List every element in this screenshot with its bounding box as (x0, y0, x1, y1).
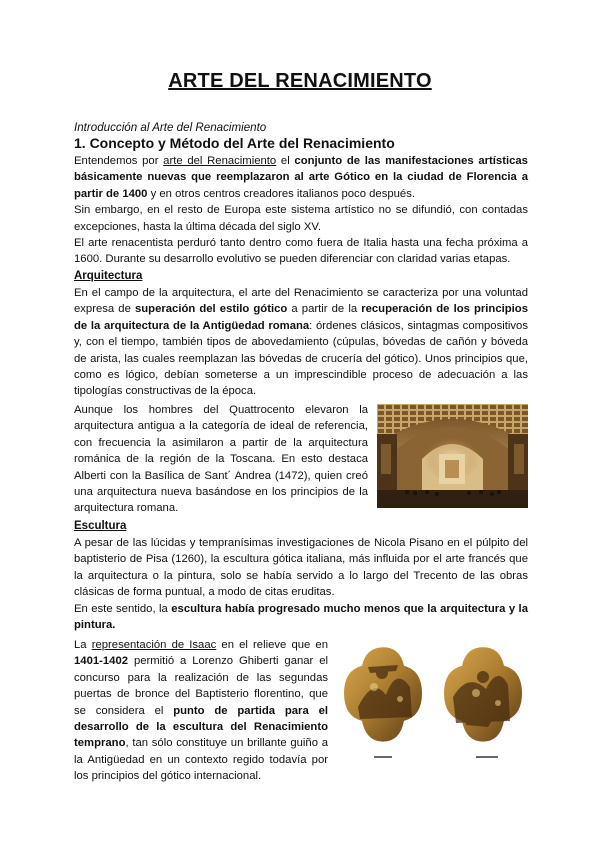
intro-subtitle: Introducción al Arte del Renacimiento (74, 121, 267, 134)
isaac-paragraph: La representación de Isaac en el relieve que en 1401-1402 permitió a Lorenzo Ghiberti ganar el concurso para la realización de las segundas puertas de bronce del Baptisterio florentino, que se considera el punto de partida para el desarrollo de la escultura del Renacimiento temprano, tan sólo constituye un brillante guiño a la Antigüedad en un contexto regido todavía por los principios del gótico internacional. (74, 639, 328, 783)
escultura-heading: Escultura (74, 520, 127, 532)
document-title: ARTE DEL RENACIMIENTO (168, 70, 432, 92)
quattrocento-paragraph: Aunque los hombres del Quattrocento elevaron la arquitectura antigua a la categoría de ideal de referencia, con frecuencia la asimilaron a partir de la arquitectura románica de la región de la Toscana. En esto destaca Alberti con la Basílica de Sant´ Andrea (1472), quien creó una arquitectura nueva basándose en los principios de la arquitectura romana. (74, 404, 368, 515)
bronze-reliefs-image (338, 637, 528, 761)
caption-right-mark (476, 756, 498, 758)
concepto-text (74, 153, 528, 268)
paragraph-duracion: El arte renacentista perduró tanto dentro como fuera de Italia hasta una fecha próxima a 1600. Durante su desarrollo evolutivo se pueden diferenciar con claridad varias etapas. (74, 237, 528, 266)
renacimiento-link[interactable]: arte del Renacimiento (163, 155, 277, 167)
ghiberti-brunelleschi-reliefs (338, 637, 528, 761)
paragraph-progreso: En este sentido, la escultura había progresado mucho menos que la arquitectura y la pintura. (74, 602, 528, 632)
paragraph-definicion: Entendemos por arte del Renacimiento el conjunto de las manifestaciones artísticas básicamente nuevas que reemplazaron al arte Gótico en la ciudad de Florencia a partir de 1400 y en otros centros creadores italianos poco después. (74, 155, 528, 200)
escultura-text (74, 535, 528, 633)
basilica-interior-image (377, 404, 528, 508)
arquitectura-paragraph: En el campo de la arquitectura, el arte del Renacimiento se caracteriza por una voluntad expresa de superación del estilo gótico a partir de la recuperación de los principios de la arquitectura de la Antigüedad romana: órdenes clásicos, sintagmas compositivos y, con el tiempo, también tipos de abovedamiento (cúpulas, bóvedas de cañón y bóveda de arista, las cuales reemplazan las bóvedas de crucería del gótico). Unos principios que, como es lógico, debían someterse a un imprescindible proceso de adecuación a las tipologías constructivas de la época. (74, 287, 528, 398)
isaac-link[interactable]: representación de Isaac (91, 639, 217, 651)
basilica-photo (377, 404, 528, 508)
paragraph-europa: Sin embargo, en el resto de Europa este sistema artístico no se difundió, con contadas excepciones, hasta la última década del siglo XV. (74, 204, 528, 233)
arquitectura-heading: Arquitectura (74, 270, 143, 282)
caption-left-mark (374, 756, 392, 758)
paragraph-pisano: A pesar de las lúcidas y tempranísimas investigaciones de Nicola Pisano en el púlpito del baptisterio de Pisa (1260), la escultura gótica italiana, más influida por el arte francés que la arquitectura o la pintura, solo se había servido a lo largo del Trecento de las obras clásicas de forma puntual, a modo de citas eruditas. (74, 537, 528, 599)
section-heading-concepto: 1. Concepto y Método del Arte del Renacimiento (74, 135, 395, 151)
